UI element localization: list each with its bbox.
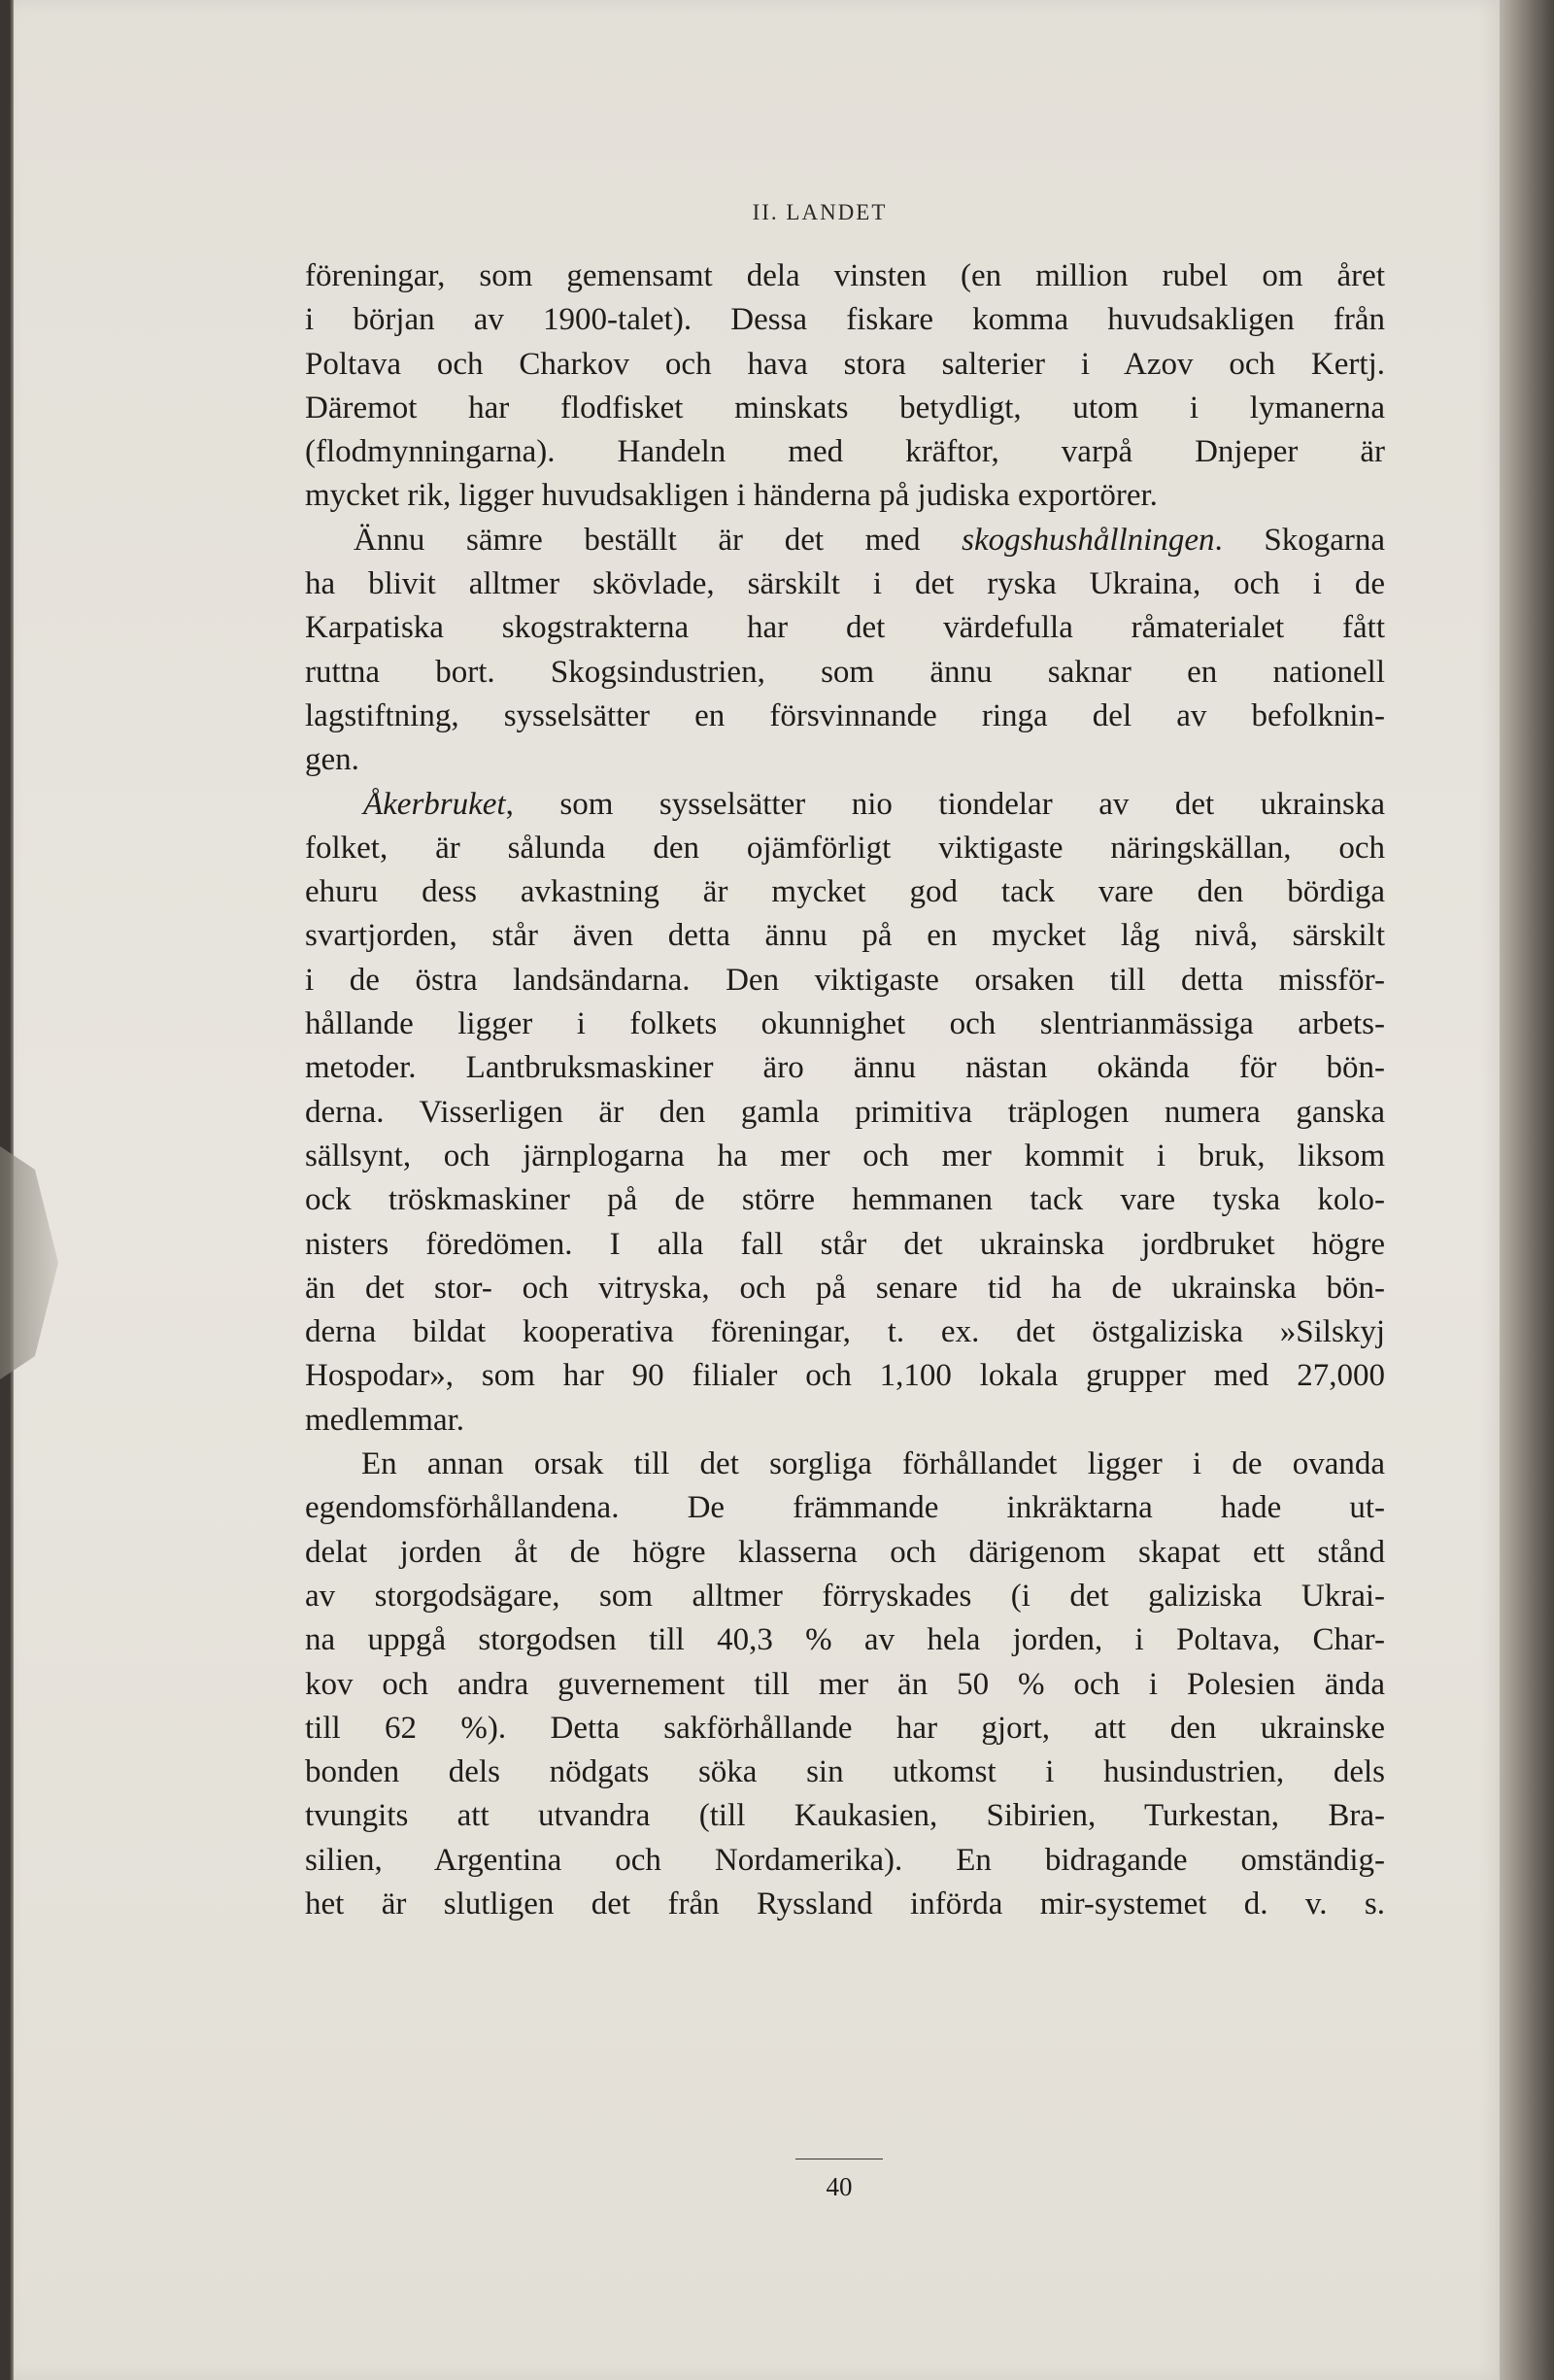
text-line: Poltava och Charkov och hava stora salterier i Azov och Kertj. [305, 346, 1385, 382]
text-line: ha blivit alltmer skövlade, särskilt i det ryska Ukraina, och i de [305, 566, 1385, 602]
text-line: delat jorden åt de högre klasserna och därigenom skapat ett stånd [305, 1534, 1385, 1570]
book-edge [1500, 0, 1554, 2380]
text-line: egendomsförhållandena. De främmande inkräktarna hade ut- [305, 1490, 1385, 1526]
text-line: mycket rik, ligger huvudsakligen i händerna på judiska exportörer. [305, 478, 1158, 514]
text-line: folket, är sålunda den ojämförligt viktigaste näringskällan, och [305, 830, 1385, 866]
book-page [14, 0, 1500, 2380]
text-line: Ännu sämre beställt är det med skogshushållningen. Skogarna [354, 522, 1386, 558]
text-line: En annan orsak till det sorgliga förhållandet ligger i de ovanda [361, 1446, 1385, 1482]
text-line: hållande ligger i folkets okunnighet och slentrianmässiga arbets- [305, 1006, 1385, 1042]
text-line: gen. [305, 742, 359, 778]
text-line: Däremot har flodfisket minskats betydligt, utom i lymanerna [305, 390, 1385, 425]
emphasis-word: skogshushållningen [962, 522, 1215, 558]
text-line: ehuru dess avkastning är mycket god tack vare den bördiga [305, 874, 1385, 910]
body-text [305, 255, 1385, 1926]
text-line: metoder. Lantbruksmaskiner äro ännu nästan okända för bön- [305, 1050, 1385, 1086]
text-line: het är slutligen det från Ryssland införda mir-systemet d. v. s. [305, 1886, 1385, 1921]
text-line: bonden dels nödgats söka sin utkomst i husindustrien, dels [305, 1754, 1385, 1790]
text-line: na uppgå storgodsen till 40,3 % av hela jorden, i Poltava, Char- [305, 1622, 1385, 1658]
text-line: (flodmynningarna). Handeln med kräftor, varpå Dnjeper är [305, 434, 1385, 470]
text-line: föreningar, som gemensamt dela vinsten (en million rubel om året [305, 258, 1385, 293]
text-line: tvungits att utvandra (till Kaukasien, Sibirien, Turkestan, Bra- [305, 1798, 1385, 1834]
text-line: silien, Argentina och Nordamerika). En bidragande omständig- [305, 1842, 1385, 1878]
text-line: än det stor- och vitryska, och på senare tid ha de ukrainska bön- [305, 1270, 1385, 1306]
text-line: i de östra landsändarna. Den viktigaste orsaken till detta missför- [305, 962, 1385, 998]
text-line: Karpatiska skogstrakterna har det värdefulla råmaterialet fått [305, 610, 1385, 646]
emphasis-word: Åkerbruket [363, 786, 506, 822]
running-header: II. LANDET [752, 200, 888, 224]
text-line: Åkerbruket, som sysselsätter nio tiondelar av det ukrainska [363, 786, 1385, 822]
text-line: i början av 1900-talet). Dessa fiskare komma huvudsakligen från [305, 302, 1385, 338]
text-line: lagstiftning, sysselsätter en försvinnande ringa del av befolknin- [305, 697, 1385, 733]
text-line: ruttna bort. Skogsindustrien, som ännu saknar en nationell [305, 654, 1385, 690]
page-number: 40 [826, 2172, 853, 2201]
text-line: av storgodsägare, som alltmer förryskades (i det galiziska Ukrai- [305, 1578, 1385, 1614]
text-line: Hospodar», som har 90 filialer och 1,100 lokala grupper med 27,000 [305, 1358, 1385, 1394]
text-line: nisters föredömen. I alla fall står det ukrainska jordbruket högre [305, 1226, 1385, 1262]
text-line: derna bildat kooperativa föreningar, t. ex. det östgaliziska »Silskyj [305, 1314, 1385, 1350]
text-line: medlemmar. [305, 1402, 465, 1438]
text-line: sällsynt, och järnplogarna ha mer och mer kommit i bruk, liksom [305, 1138, 1385, 1173]
text-line: ock tröskmaskiner på de större hemmanen tack vare tyska kolo- [305, 1182, 1385, 1218]
text-line: till 62 %). Detta sakförhållande har gjort, att den ukrainske [305, 1710, 1385, 1746]
text-line: svartjorden, står även detta ännu på en mycket låg nivå, särskilt [305, 918, 1385, 954]
text-line: kov och andra guvernement till mer än 50 % och i Polesien ända [305, 1666, 1385, 1702]
text-line: derna. Visserligen är den gamla primitiva träplogen numera ganska [305, 1094, 1385, 1130]
